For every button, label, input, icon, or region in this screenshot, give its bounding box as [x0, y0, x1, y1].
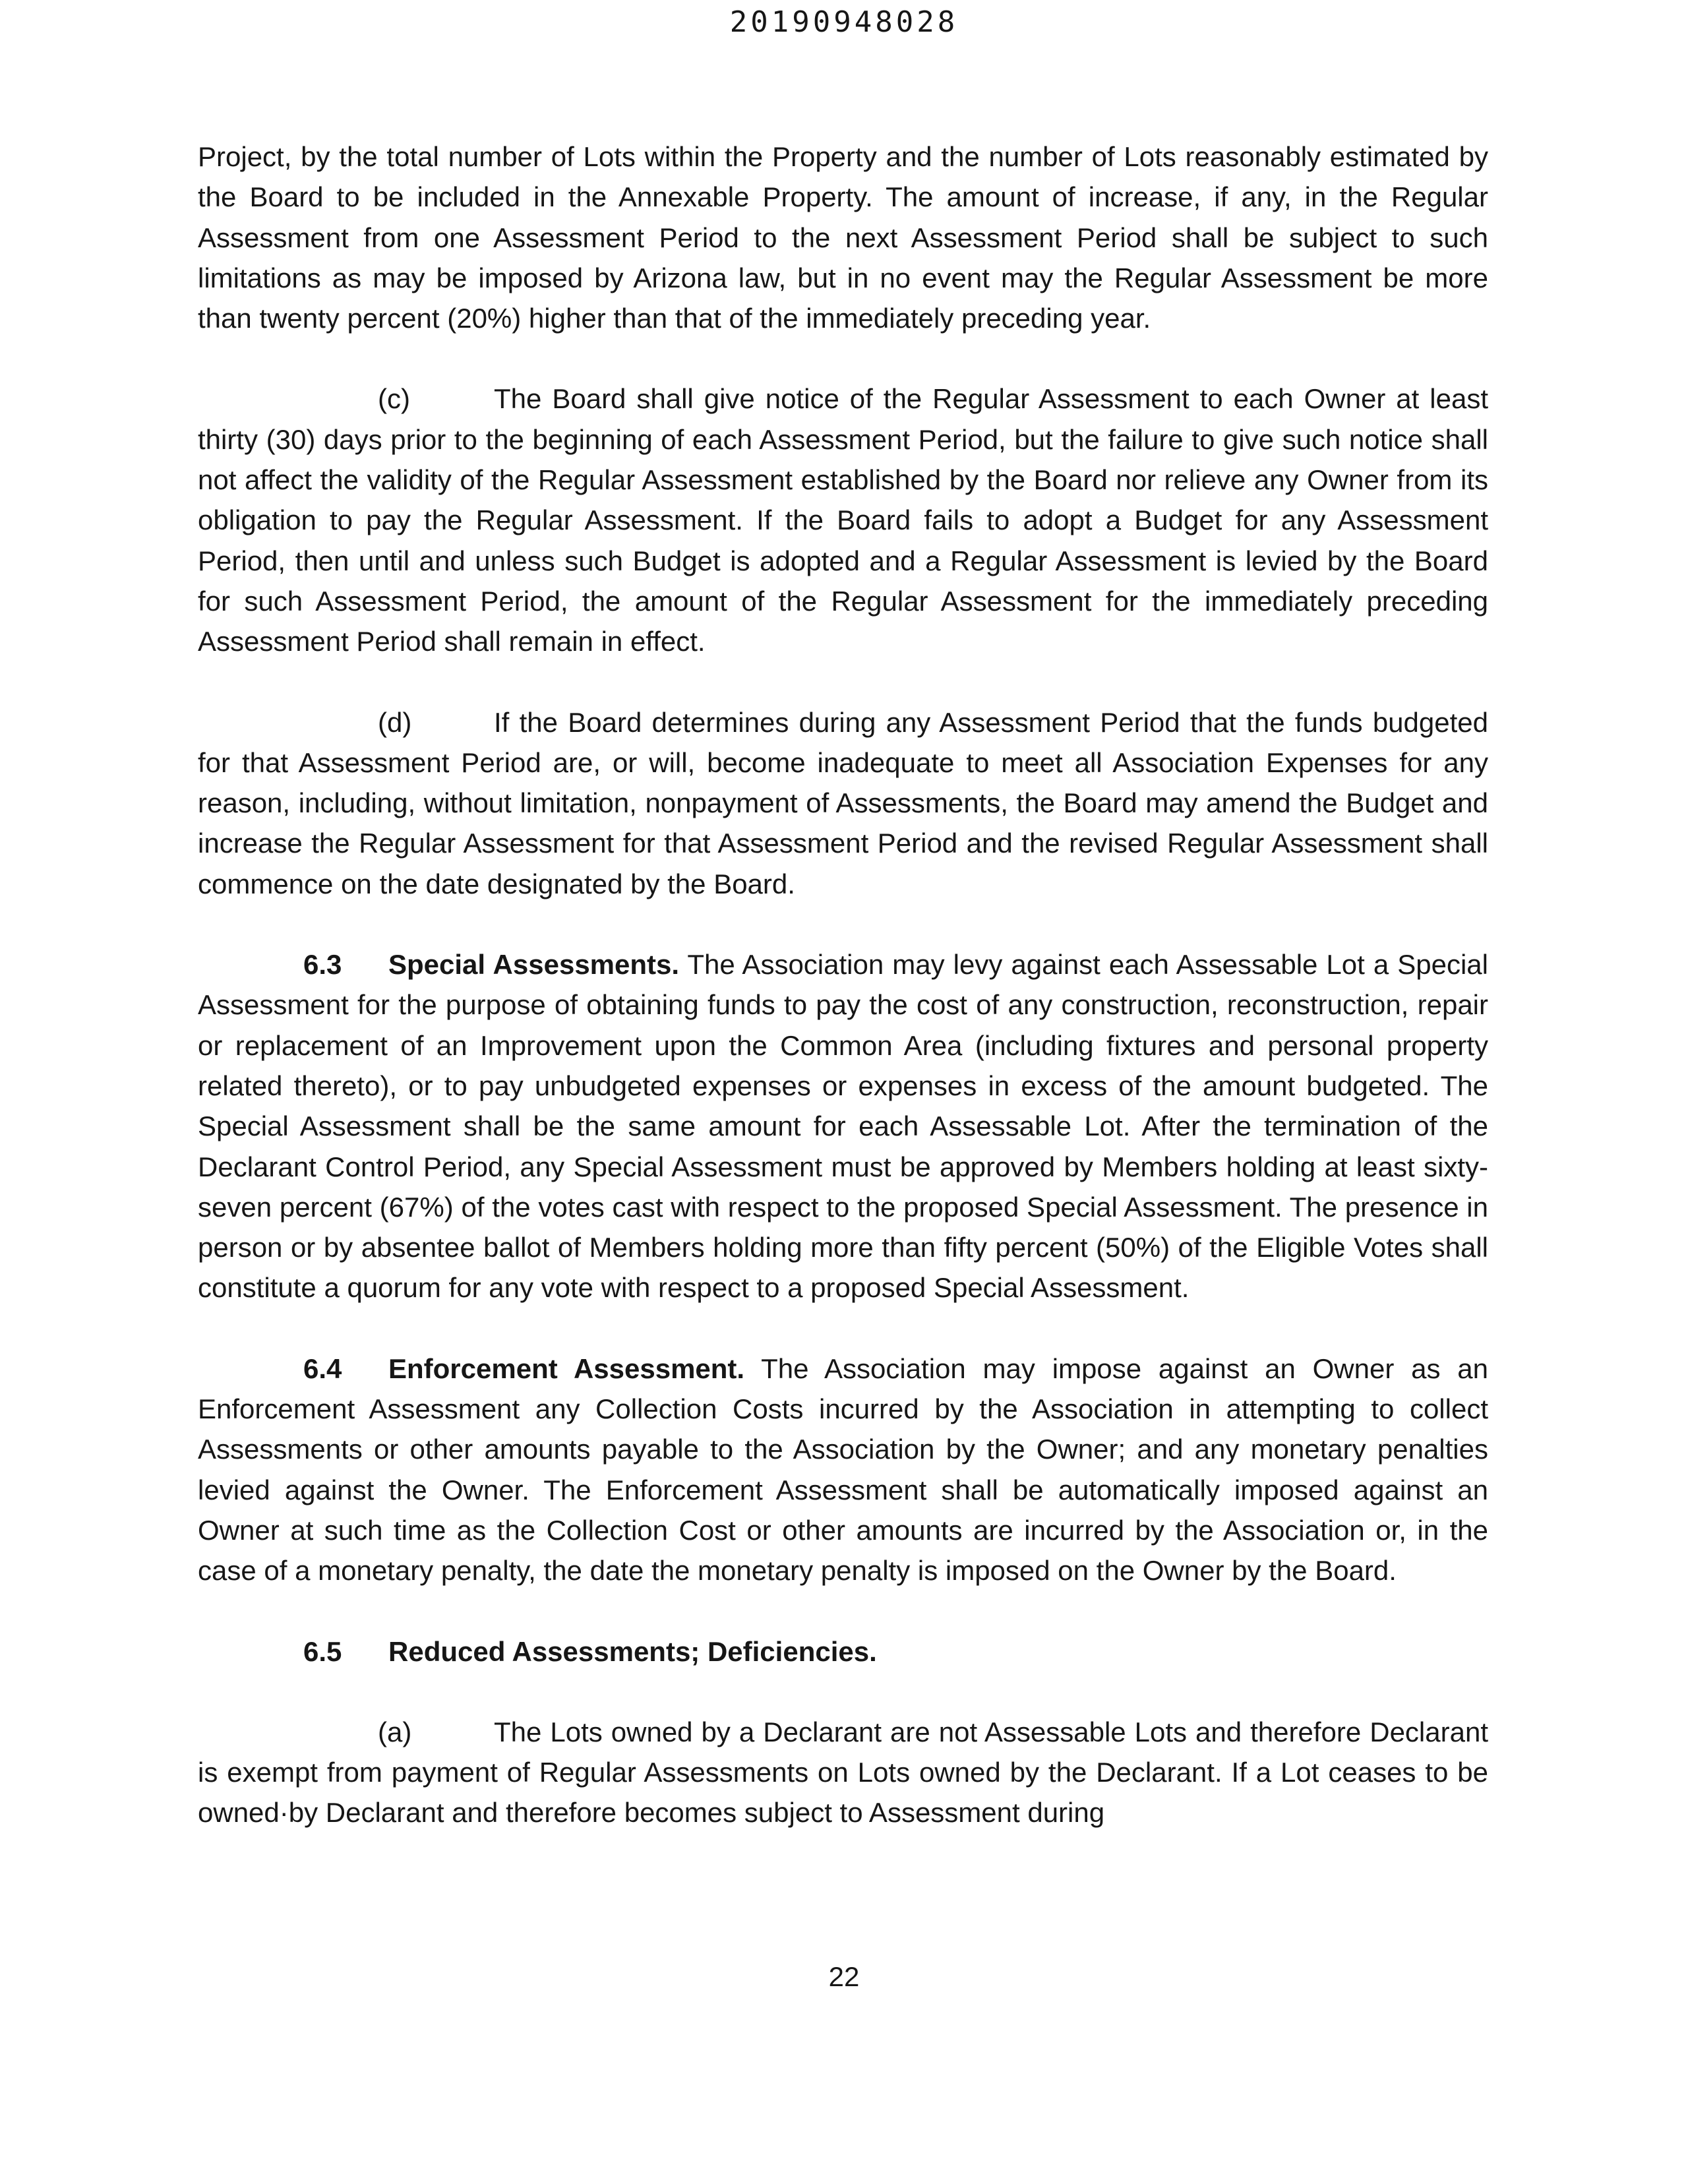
- paragraph-subsection-d: [198, 702, 1488, 904]
- section-6-4-number: 6.4: [303, 1352, 342, 1384]
- subsection-a-label: (a): [378, 1716, 412, 1747]
- subsection-a-text: The Lots owned by a Declarant are not Assessable Lots and therefore Declarant is exempt from payment of Regular Assessments on Lots owned by the Declarant. If a Lot ceases to be owned·by Declarant and therefore becomes subject to Assessment during: [198, 1716, 1488, 1829]
- section-6-4-title: Enforcement Assessment.: [388, 1352, 745, 1384]
- subsection-c-text: The Board shall give notice of the Regular Assessment to each Owner at least thirty (30) days prior to the beginning of each Assessment Period, but the failure to give such notice shall not affect the validity of the Regular Assessment established by the Board nor relieve any Owner from its obligation to pay the Regular Assessment. If the Board fails to adopt a Budget for any Assessment Period, then until and unless such Budget is adopted and a Regular Assessment is levied by the Board for such Assessment Period, the amount of the Regular Assessment for the immediately preceding Assessment Period shall remain in effect.: [198, 383, 1488, 657]
- section-6-3-title: Special Assessments.: [388, 949, 680, 981]
- paragraph-section-6-4: [198, 1349, 1488, 1591]
- section-6-3-number: 6.3: [303, 949, 342, 981]
- subsection-d-text: If the Board determines during any Assessment Period that the funds budgeted for that Assessment Period are, or will, become inadequate to meet all Association Expenses for any reason, including, without limitation, nonpayment of Assessments, the Board may amend the Budget and increase the Regular Assessment for that Assessment Period and the revised Regular Assessment shall commence on the date designated by the Board.: [198, 706, 1488, 899]
- document-number: 20190948028: [729, 5, 959, 39]
- section-6-5-title: Reduced Assessments; Deficiencies.: [388, 1635, 877, 1667]
- section-6-4-text: The Association may impose against an Owner as an Enforcement Assessment any Collection Costs incurred by the Association in attempting to collect Assessments or other amounts payable to the Association by the Owner; and any monetary penalties levied against the Owner. The Enforcement Assessment shall be automatically imposed against an Owner at such time as the Collection Cost or other amounts are incurred by the Association or, in the case of a monetary penalty, the date the monetary penalty is imposed on the Owner by the Board.: [198, 1352, 1488, 1587]
- paragraph-section-6-3: [198, 944, 1488, 1308]
- section-6-3-text: The Association may levy against each Assessable Lot a Special Assessment for the purpose of obtaining funds to pay the cost of any construction, reconstruction, repair or replacement of an Improvement upon the Common Area (including fixtures and personal property related thereto), or to pay unbudgeted expenses or expenses in excess of the amount budgeted. The Special Assessment shall be the same amount for each Assessable Lot. After the termination of the Declarant Control Period, any Special Assessment must be approved by Members holding at least sixty-seven percent (67%) of the votes cast with respect to the proposed Special Assessment. The presence in person or by absentee ballot of Members holding more than fifty percent (50%) of the Eligible Votes shall constitute a quorum for any vote with respect to a proposed Special Assessment.: [198, 949, 1488, 1304]
- document-page: [198, 136, 1488, 1833]
- page-number: 22: [828, 1961, 860, 1992]
- paragraph-subsection-c: [198, 379, 1488, 661]
- paragraph-intro-continuation: Project, by the total number of Lots within the Property and the number of Lots reasonably estimated by the Board to be included in the Annexable Property. The amount of increase, if any, in the Regular Assessment from one Assessment Period to the next Assessment Period shall be subject to such limitations as may be imposed by Arizona law, but in no event may the Regular Assessment be more than twenty percent (20%) higher than that of the immediately preceding year.: [198, 141, 1488, 334]
- subsection-c-label: (c): [378, 383, 410, 415]
- paragraph-section-6-5: [198, 1631, 1488, 1672]
- paragraph-subsection-a: [198, 1712, 1488, 1833]
- subsection-d-label: (d): [378, 706, 412, 738]
- section-6-5-number: 6.5: [303, 1635, 342, 1667]
